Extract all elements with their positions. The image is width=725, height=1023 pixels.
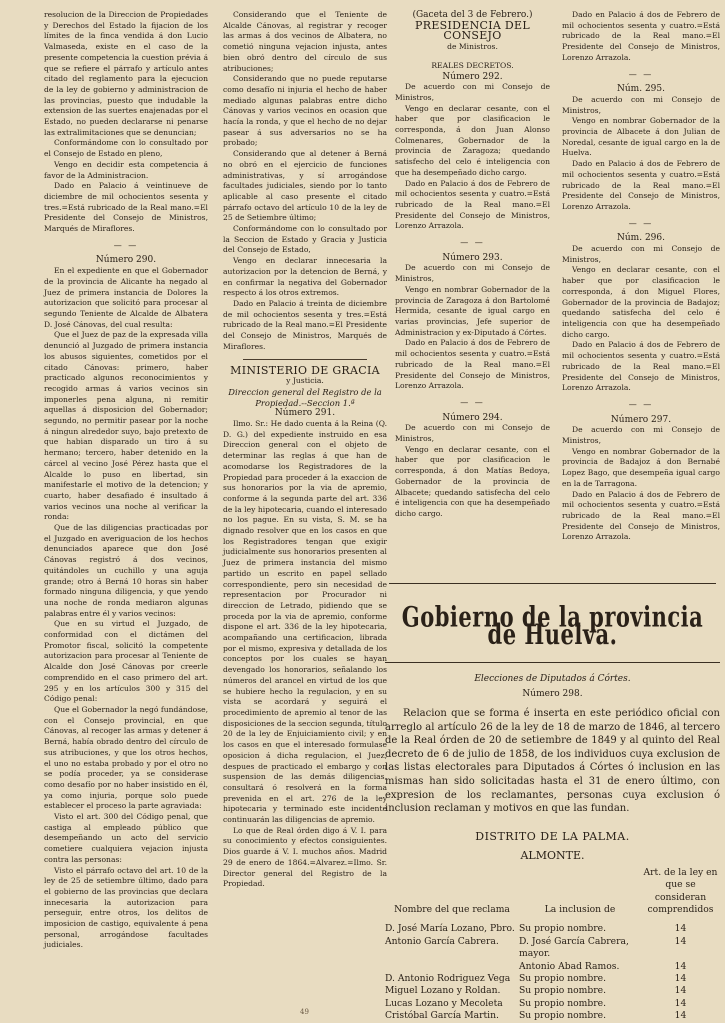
separator: — — — [628, 218, 654, 228]
claimant-name: D. Antonio Rodriguez Vega — [385, 973, 511, 984]
paragraph: De acuerdo con mi Consejo de Ministros, — [395, 423, 550, 444]
decree-number: Número 292. — [442, 71, 503, 82]
inclusion-of: D. José García Cabrera, mayor. — [519, 935, 629, 960]
paragraph: Dado en Palacio á dos de Febrero de mil ochocientos sesenta y cuatro.=Está rubricado de la Real mano.=El Presidente del Consejo de Ministros, Lorenzo Arrazola. — [562, 340, 720, 393]
column-3 — [395, 10, 550, 520]
article-number: 14 — [674, 997, 687, 1009]
article-number: 14 — [674, 923, 687, 935]
huelva-section — [385, 583, 720, 1023]
separator: — — — [628, 69, 654, 79]
column-1 — [44, 10, 208, 951]
table-row — [385, 923, 720, 935]
paragraph: Vengo en nombrar Gobernador de la provincia de Zaragoza á don Bartolomé Hermida, cesante de igual cargo en varias provincias, Jefe superior de Administracion y ex-Diputado á Córtes. — [395, 284, 550, 337]
column-header-name: Nombre del que reclama — [394, 903, 510, 915]
decree-number: Número 294. — [442, 412, 503, 423]
paragraph: Dado en Palacio á treinta de diciembre de mil ochocientos sesenta y tres.=Está rubricado de la Real mano.=El Presidente del Consejo de Ministros, Marqués de Miraflores. — [223, 298, 387, 351]
decree-number: Número 293. — [442, 252, 503, 263]
paragraph: Vengo en decidir esta competencia á favor de la Administracion. — [44, 159, 208, 180]
paragraph: Visto el art. 300 del Código penal, que castiga al empleado público que desempeñando un acto del servicio cometiere cualquiera vejacion injusta contra las personas: — [44, 812, 208, 864]
article-number: 14 — [674, 935, 687, 947]
inclusion-of: Su propio nombre. — [519, 923, 606, 935]
table-row — [385, 1010, 720, 1022]
elecciones-heading: Elecciones de Diputados á Córtes. — [474, 674, 631, 684]
paragraph: Vengo en declarar cesante, con el haber que por clasificacion le corresponda, á don Miguel Flores, Gobernador de la provincia de Badajoz; quedando satisfecha del celo é inteligencia con que ha desempeñado dicho cargo. — [562, 265, 720, 339]
direccion-heading: Direccion general del Registro de la Propiedad.--Seccion 1.ª — [228, 386, 382, 408]
claims-table — [385, 866, 720, 1023]
paragraph: Dado en Palacio á dos de Febrero de mil ochocientos sesenta y cuatro.=Está rubricado de la Real mano.=El Presidente del Consejo de Ministros, Lorenzo Arrazola. — [562, 10, 720, 62]
decree-number: Número 297. — [610, 414, 672, 425]
paragraph: Considerando que el Teniente de Alcalde Cánovas, al registrar y recoger las armas á dos vecinos de Albatera, no cometió ninguna vejacion injusta, antes bien obró dentro del círculo de sus atribuciones; — [223, 10, 387, 73]
column-4 — [562, 10, 720, 543]
decree-number: Número 290. — [95, 255, 157, 266]
decree-number: Número 291. — [274, 408, 336, 419]
decree-number: Núm. 295. — [617, 84, 665, 95]
paragraph: Que el Gobernador la negó fundándose, con el Consejo provincial, en que Cánovas, al recoger las armas y detener á Berná, había obrado dentro del círculo de sus atribuciones, y que los otros hechos, el uno no estaba probado y por el otro no se podía proceder, ya se considerase como desafío por no haber insistido en él, ya como injuria, porque solo puede establecer el proceso la parte agraviada: — [44, 705, 208, 811]
paragraph: Conformándome con lo consultado por la Seccion de Estado y Gracia y Justicia del Consejo de Estado, — [223, 224, 387, 255]
separator: — — — [460, 238, 485, 248]
paragraph: Vengo en nombrar Gobernador de la provincia de Albacete á don Julian de Noredal, cesante de igual cargo en la de Huelva. — [562, 116, 720, 158]
paragraph: Dado en Palacio á dos de Febrero de mil ochocientos sesenta y cuatro.=Está rubricado de la Real mano.=El Presidente del Consejo de Ministros, Lorenzo Arrazola. — [562, 159, 720, 211]
distrito-heading: DISTRITO DE LA PALMA. — [475, 829, 630, 843]
separator: — — — [460, 397, 485, 407]
table-row — [385, 961, 720, 973]
ministry-heading: MINISTERIO DE GRACIA — [230, 363, 380, 377]
paragraph: De acuerdo con mi Consejo de Ministros, — [562, 94, 720, 115]
claimant-name: Miguel Lozano y Roldan. — [385, 985, 501, 997]
paragraph: De acuerdo con mi Consejo de Ministros, — [562, 244, 720, 264]
paragraph: Que en su virtud el Juzgado, de conformidad con el dictámen del Promotor fiscal, solicitó la competente autorizacion para procesar al Teniente de Alcalde don José Cánovas por creerle comprendido en el caso primero del art. 295 y en los artículos 300 y 315 del Código penal: — [44, 619, 208, 704]
paragraph: Que el Juez de paz de la expresada villa denunció al Juzgado de primera instancia los abusos siguientes, cometidos por el citado Cánovas: primero, haber practicado algunos reconocimientos y recogido armas á varios vecinos sin imponerles pena alguna, ni remitir aquellas á disposicion del Gobernador; segundo, no permitir pasear por la noche á ningun alrededor suyo, bajo pretexto de que habian disparado un tiro á su hermano; tercero, haber detenido en la cárcel al vecino José Pérez hasta que el Alcalde lo puso en libertad, sin manifestarle el motivo de la detencion; y cuarto, haber desafiado é insultado á varios vecinos una noche al verificar la ronda: — [44, 330, 208, 522]
claimant-name — [385, 961, 519, 973]
paragraph: Dado en Palacio á veintinueve de diciembre de mil ochocientos sesenta y tres.=Está rubricado de la Real mano.=El Presidente del Consejo de Ministros, Marqués de Miraflores. — [44, 181, 208, 234]
town-heading: ALMONTE. — [520, 848, 585, 862]
gobierno-heading: Gobierno de la provincia de Huelva. — [401, 599, 704, 651]
paragraph: Dado en Palacio á dos de Febrero de mil ochocientos sesenta y cuatro.=Está rubricado de la Real mano.=El Presidente del Consejo de Ministros, Lorenzo Arrazola. — [395, 178, 550, 231]
divider — [385, 662, 720, 663]
article-number: 14 — [674, 973, 687, 984]
table-row — [385, 998, 720, 1010]
presidencia-subheading: de Ministros. — [447, 42, 498, 52]
inclusion-of: Su propio nombre. — [519, 1010, 606, 1022]
claimant-name: D. José María Lozano, Pbro. — [385, 923, 515, 935]
page-number: 49 — [300, 1008, 309, 1016]
table-row — [385, 973, 720, 985]
paragraph: De acuerdo con mi Consejo de Ministros, — [395, 263, 550, 284]
presidencia-heading: PRESIDENCIA DEL CONSEJO — [415, 18, 530, 43]
claimant-name: Antonio García Cabrera. — [385, 935, 499, 947]
paragraph: Vengo en declarar cesante, con el haber que por clasificacion le corresponda, á don Juan Alonso Colmenares, Gobernador de la provincia de Zaragoza; quedando satisfecho del celo é inteligencia con que ha desempeñado dicho cargo. — [395, 103, 550, 177]
paragraph: Que de las diligencias practicadas por el Juzgado en averiguacion de los hechos denunciados aparece que don José Cánovas registró á dos vecinos, quitándoles un cuchillo y una aguja grande; otro á Berná 10 horas sin haber formado ninguna diligencia, y que yendo una noche de ronda mediaron algunas palabras entre él y varios vecinos: — [44, 523, 208, 618]
column-header-art: Art. de la ley en que se consideran comprendidos — [643, 866, 718, 915]
divider — [389, 583, 716, 584]
decretos-heading: REALES DECRETOS. — [431, 60, 514, 70]
ministry-subheading: y Justicia. — [286, 376, 324, 386]
decree-number: Núm. 296. — [617, 233, 665, 244]
paragraph: Vengo en declarar cesante, con el haber que por clasificacion le corresponda, á don Matías Bedoya, Gobernador de la provincia de Albacete; quedando satisfecha del celo é inteligencia con que ha desempeñado dicho cargo. — [395, 444, 550, 518]
paragraph: Considerando que al detener á Berná no obró en el ejercicio de funciones administrativas, y sí arrogándose facultades judiciales, siendo por lo tanto aplicable al caso presente el citado párrafo octavo del artículo 10 de la ley de 25 de Setiembre último; — [223, 149, 387, 223]
paragraph: Lo que de Real órden digo á V. I. para su conocimiento y efectos consiguientes. Dios guarde á V. I. muchos años. Madrid 29 de enero de 1864.=Alvarez.=Ilmo. Sr. Director general del Registro de la Propiedad. — [223, 825, 387, 889]
paragraph: En el expediente en que el Gobernador de la provincia de Alicante ha negado al Juez de primera instancia de Dolores la autorizacion que solicitó para procesar al segundo Teniente de Alcalde de Albatera D. José Cánovas, del cual resulta: — [44, 266, 208, 329]
paragraph: Considerando que no puede reputarse como desafío ni injuria el hecho de haber mediado algunas palabras entre dicho Cánovas y varios vecinos en ocasion que hacía la ronda, y que el hecho de no dejar pasear á sus adversarios no se ha probado; — [223, 74, 387, 148]
column-2 — [223, 10, 387, 890]
column-header-inclusion: La inclusion de — [544, 903, 616, 915]
paragraph: Dado en Palacio á dos de Febrero de mil ochocientos sesenta y cuatro.=Está rubricado de la Real mano.=El Presidente del Consejo de Ministros, Lorenzo Arrazola. — [562, 489, 720, 542]
relacion-paragraph: Relacion que se forma é inserta en este periódico oficial con arreglo al artículo 26 de la ley de 18 de marzo de 1846, al tercero de la Real órden de 20 de setiembre de 1849 y al quinto del Real decreto de 6 de julio de 1858, de los individuos cuya exclusion de las listas electorales para Diputados á Córtes ó inclusion en las mismas han sido solicitadas hasta el 31 de enero último, con expresion de los reclamantes, personas cuya exclusion ó inclusion reclaman y motivos en que las fundan. — [385, 708, 720, 815]
paragraph: De acuerdo con mi Consejo de Ministros, — [395, 82, 550, 102]
inclusion-of: Su propio nombre. — [519, 985, 606, 997]
table-row — [385, 985, 720, 997]
article-number: 14 — [674, 985, 687, 997]
paragraph: Vengo en nombrar Gobernador de la provincia de Badajoz á don Bernabé Lopez Bago, que desempeña igual cargo en la de Tarragona. — [562, 446, 720, 488]
separator: — — — [113, 240, 139, 250]
divider — [243, 359, 367, 360]
paragraph: Dado en Palacio á dos de Febrero de mil ochocientos sesenta y cuatro.=Está rubricado de la Real mano.=El Presidente del Consejo de Ministros, Lorenzo Arrazola. — [395, 338, 550, 391]
claimant-name: Lucas Lozano y Mecoleta — [385, 997, 503, 1009]
separator: — — — [628, 399, 654, 409]
table-header-row — [385, 866, 720, 918]
inclusion-of: Su propio nombre. — [519, 973, 606, 984]
article-number: 14 — [674, 1010, 687, 1022]
decree-number: Número 298. — [522, 689, 583, 699]
paragraph: De acuerdo con mi Consejo de Ministros, — [562, 425, 720, 446]
article-number: 14 — [674, 960, 687, 972]
paragraph: resolucion de la Direccion de Propiedades y Derechos del Estado la fijacion de los límites de la finca vendida á don Lucio Valmaseda, existe en el caso de la presente competencia la cuestion prévia á que se refiere el párrafo y artículo antes citado del reglamento para la ejecucion de la ley de gobierno y administracion de las provincias, puesto que indudable la extension de las suertes enajenadas por el Estado, no pueden declararse ni penarse las extralimitaciones que se denuncian; — [44, 10, 208, 137]
inclusion-of: Su propio nombre. — [519, 997, 606, 1009]
table-row — [385, 936, 720, 961]
claimant-name: Cristóbal García Martin. — [385, 1010, 499, 1022]
inclusion-of: Antonio Abad Ramos. — [519, 960, 620, 972]
paragraph: Vengo en declarar innecesaria la autorizacion por la detencion de Berná, y en confirmar la negativa del Gobernador respecto á los otros extremos. — [223, 256, 387, 298]
paragraph: Ilmo. Sr.: He dado cuenta á la Reina (Q. D. G.) del expediente instruido en esa Direccion general con el objeto de determinar las reglas á que han de acomodarse los Registradores de la Propiedad para proceder á la exaccion de sus honorarios por la via de apremio, conforme á la segunda parte del art. 336 de la ley hipotecaria, cuando el interesado no los pague. En su vista, S. M. se ha dignado resolver que en los casos en que los Registradores tengan que exigir judicialmente sus honorarios presenten al Juez de primera instancia del mismo partido un escrito en papel sellado correspondiente, pero sin necesidad de representacion por Procurador ni direccion de Letrado, pidiendo que se proceda por la via de apremio, conforme dispone el art. 336 de la ley hipotecaria, acompañando una certificacion, librada por el mismo, expresiva y detallada de los conceptos por los cuales se hayan devengado los honorarios, señalando los números del arancel en virtud de los que se hubiere hecho la regulacion, y en su vista se acordará y seguirá el procedimiento de apremio al tenor de las disposiciones de la seccion segunda, título 20 de la ley de Enjuiciamiento civil; y en los casos en que el interesado formulase oposicion á dicha regulacion, el Juez, despues de practicado el embargo y con suspension de las demás diligencias, consultará ó resolverá en la forma prevenida en el art. 276 de la ley hipotecaria y terminado este incidente continuarán las diligencias de apremio. — [223, 419, 387, 825]
gazette-date: (Gaceta del 3 de Febrero.) — [412, 10, 533, 20]
paragraph: Conformándome con lo consultado por el Consejo de Estado en pleno, — [44, 138, 208, 159]
paragraph: Visto el párrafo octavo del art. 10 de la ley de 25 de setiembre último, dado para el gobierno de las provincias que declara innecesaria la autorizacion para perseguir, entre otros, los delitos de imposicion de castigo, equivalente á pena personal, arrogándose facultades judiciales. — [44, 865, 208, 950]
